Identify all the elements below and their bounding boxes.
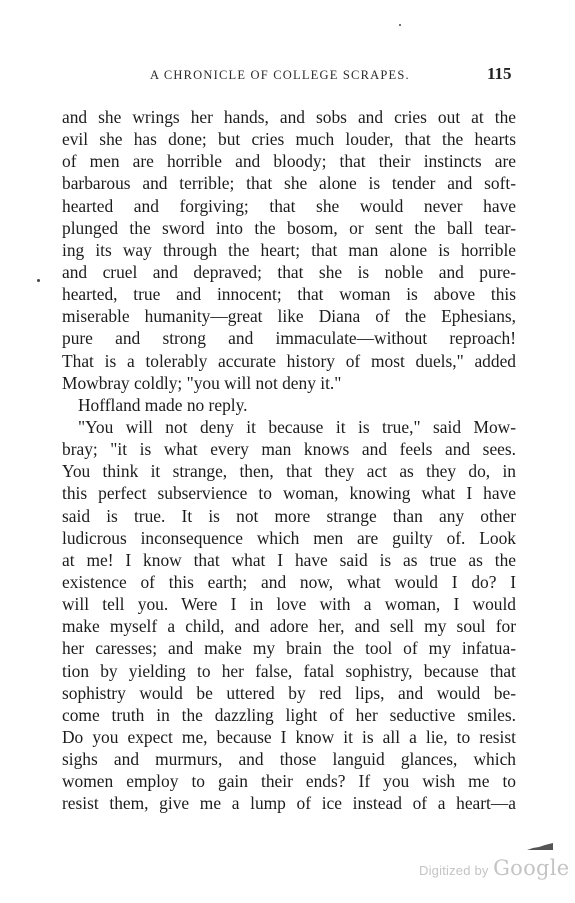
text-line: this perfect subservience to woman, knowing what I have [62, 483, 516, 504]
text-line: That is a tolerably accurate history of most duels," added [62, 350, 516, 371]
text-line: Mowbray coldly; "you will not deny it." [62, 372, 342, 393]
text-line: resist them, give me a lump of ice instead of a heart—a [62, 793, 516, 814]
text-line: and she wrings her hands, and sobs and cries out at the [62, 107, 516, 127]
text-line: existence of this earth; and now, what would I do? I [62, 571, 516, 592]
text-line: barbarous and terrible; that she alone is tender and soft- [62, 173, 516, 194]
text-line: Do you expect me, because I know it is all a lie, to resist [62, 726, 516, 747]
text-line: "You will not deny it because it is true," said Mow- [78, 416, 516, 437]
text-line: evil she has done; but cries much louder, that the hearts [62, 129, 516, 150]
text-line: tion by yielding to her false, fatal sophistry, because that [62, 660, 516, 681]
text-line: sighs and murmurs, and those languid glances, which [62, 749, 516, 770]
text-line: women employ to gain their ends? If you wish me to [62, 771, 516, 792]
text-line: her caresses; and make my brain the tool of my infatua- [62, 638, 516, 659]
page-corner-mark [527, 843, 553, 851]
text-line: at me! I know that what I have said is as true as the [62, 549, 516, 570]
text-line: hearted and forgiving; that she would never have [62, 195, 516, 216]
text-line: and cruel and depraved; that she is noble and pure- [62, 261, 516, 282]
text-line: ludicrous inconsequence which men are guilty of. Look [62, 527, 516, 548]
text-line: hearted, true and innocent; that woman is above this [62, 284, 516, 305]
text-line: will tell you. Were I in love with a woman, I would [62, 594, 516, 615]
text-line: said is true. It is not more strange than any other [62, 505, 516, 526]
digitized-watermark [419, 856, 570, 880]
running-title: A CHRONICLE OF COLLEGE SCRAPES. [150, 68, 410, 82]
text-line: miserable humanity—great like Diana of the Ephesians, [62, 306, 516, 327]
body-text [62, 106, 516, 815]
watermark-brand: Google [493, 856, 570, 880]
text-line: ing its way through the heart; that man alone is horrible [62, 239, 516, 260]
page-number: 115 [487, 64, 512, 83]
text-line: of men are horrible and bloody; that their instincts are [62, 151, 516, 172]
text-line: pure and strong and immaculate—without reproach! [62, 328, 516, 349]
watermark-prefix: Digitized by [419, 863, 489, 878]
margin-speck [37, 279, 40, 282]
text-line: come truth in the dazzling light of her seductive smiles. [62, 704, 516, 725]
text-line: sophistry would be uttered by red lips, and would be- [62, 682, 516, 703]
ink-speck [399, 24, 401, 26]
text-line: bray; "it is what every man knows and feels and sees. [62, 439, 516, 460]
text-line: make myself a child, and adore her, and sell my soul for [62, 616, 516, 637]
text-line: You think it strange, then, that they act as they do, in [62, 461, 516, 482]
text-line: plunged the sword into the bosom, or sent the ball tear- [62, 217, 516, 238]
text-line: Hoffland made no reply. [78, 394, 248, 415]
